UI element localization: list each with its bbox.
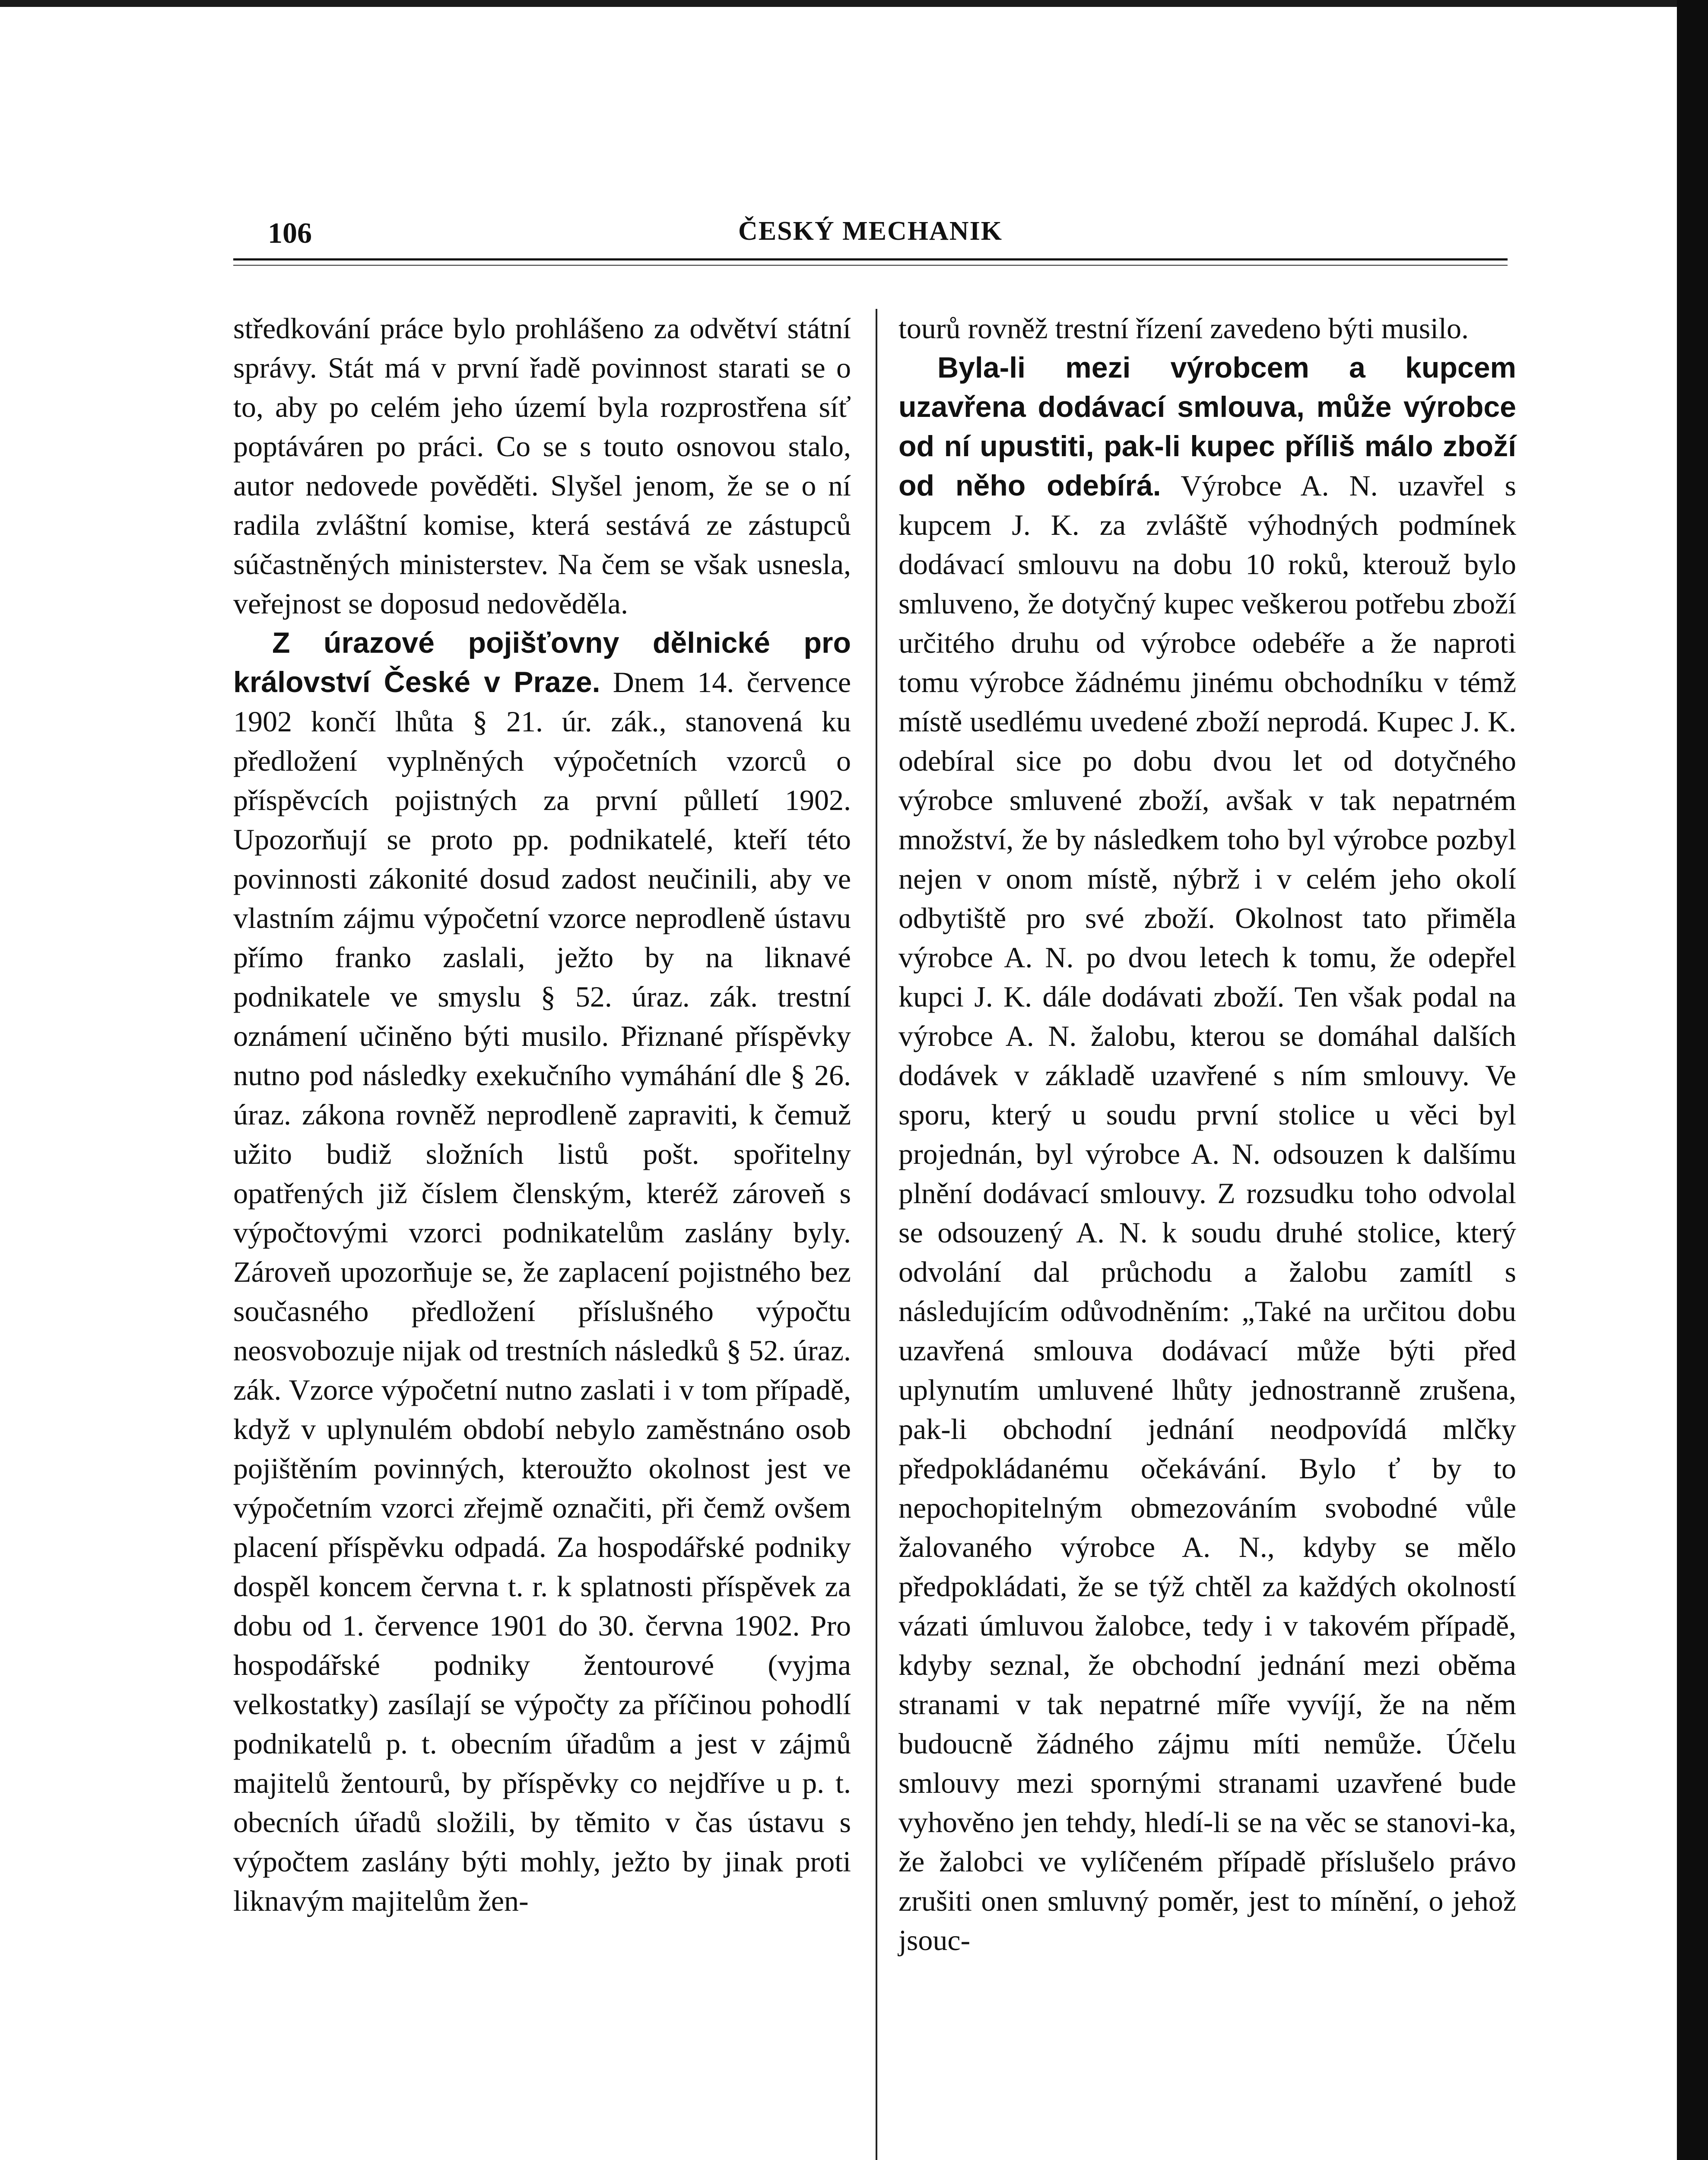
column-divider — [876, 309, 877, 2160]
left-paragraph-2 — [233, 623, 851, 1921]
header-rule — [233, 258, 1508, 260]
scan-right-border — [1677, 0, 1708, 2160]
right-paragraph-1: tourů rovněž trestní řízení zavedeno býti musilo. — [898, 312, 1469, 345]
left-column — [233, 309, 851, 1921]
left-paragraph-1: středkování práce bylo prohlášeno za odvětví státní správy. Stát má v první řadě povinnost starati se o to, aby po celém jeho území byla rozprostřena síť poptáváren po práci. Co se s touto osnovou stalo, autor nedovede pověděti. Slyšel jenom, že se o ní radila zvláštní komise, která sestává ze zástupců súčastněných ministerstev. Na čem se však usnesla, veřejnost se doposud nedověděla. — [233, 312, 851, 620]
right-column — [898, 309, 1516, 1960]
right-paragraph-2-body: Výrobce A. N. uzavřel s kupcem J. K. za zvláště výhodných podmínek dodávací smlouvu na dobu 10 roků, kterouž bylo smluveno, že dotyčný kupec veškerou potřebu zboží určitého druhu od výrobce odebéře a že naproti tomu výrobce žádnému jinému obchodníku v témž místě usedlému uvedené zboží neprodá. Kupec J. K. odebíral sice po dobu dvou let od dotyčného výrobce smluvené zboží, avšak v tak nepatrném množství, že by následkem toho byl výrobce pozbyl nejen v onom místě, nýbrž i v celém jeho okolí odbytiště pro své zboží. Okolnost tato přiměla výrobce A. N. po dvou letech k tomu, že odepřel kupci J. K. dále dodávati zboží. Ten však podal na výrobce A. N. žalobu, kterou se domáhal dalších dodávek v základě uzavřené s ním smlouvy. Ve sporu, který u soudu první stolice u věci byl projednán, byl výrobce A. N. odsouzen k dalšímu plnění dodávací smlouvy. Z rozsudku toho odvolal se odsouzený A. N. k soudu druhé stolice, který odvolání dal průchodu a žalobu zamítl s následujícím odůvodněním: „Také na určitou dobu uzavřená smlouva dodávací může býti před uplynutím umluvené lhůty jednostranně zrušena, pak-li obchodní jednání neodpovídá mlčky předpokládanému očekávání. Bylo ť by to nepochopitelným obmezováním svobodné vůle žalovaného výrobce A. N., kdyby se mělo předpokládati, že se týž chtěl za každých okolností vázati úmluvou žalobce, tedy i v takovém případě, kdyby seznal, že obchodní jednání mezi oběma stranami v tak nepatrné míře vyvíjí, že na něm budoucně žádného zájmu míti nemůže. Účelu smlouvy mezi spornými stranami uzavřené bude vyhověno jen tehdy, hledí-li se na věc se stanovi-ka, že žalobci ve vylíčeném případě příslušelo právo zrušiti onen smluvný poměr, jest to mínění, o jehož jsouc- — [898, 469, 1516, 1957]
page-header — [233, 207, 1508, 255]
right-paragraph-2 — [898, 348, 1516, 1960]
running-title: ČESKÝ MECHANIK — [738, 216, 1003, 246]
page-number: 106 — [268, 216, 312, 249]
left-paragraph-2-body: Dnem 14. července 1902 končí lhůta § 21. úr. zák., stanovená ku předložení vyplněných výpočetních vzorců o příspěvcích pojistných za první půlletí 1902. Upozorňují se proto pp. podnikatelé, kteří této povinnosti zákonité dosud zadost neučinili, aby ve vlastním zájmu výpočetní vzorce neprodleně ústavu přímo franko zaslali, ježto by na liknavé podnikatele ve smyslu § 52. úraz. zák. trestní oznámení učiněno býti musilo. Přiznané příspěvky nutno pod následky exekučního vymáhání dle § 26. úraz. zákona rovněž neprodleně zapraviti, k čemuž užito budiž složních listů pošt. spořitelny opatřených již číslem členským, kteréž zároveň s výpočtovými vzorci podnikatelům zaslány byly. Zároveň upozorňuje se, že zaplacení pojistného bez současného předložení příslušného výpočtu neosvobozuje nijak od trestních následků § 52. úraz. zák. Vzorce výpočetní nutno zaslati i v tom případě, když v uplynulém období nebylo zaměstnáno osob pojištěním povinných, kteroužto okolnost jest ve výpočetním vzorci zřejmě označiti, při čemž ovšem placení příspěvku odpadá. Za hospodářské podniky dospěl koncem června t. r. k splatnosti příspěvek za dobu od 1. července 1901 do 30. června 1902. Pro hospodářské podniky žentourové (vyjma velkostatky) zasílají se výpočty za příčinou pohodlí podnikatelů p. t. obecním úřadům a jest v zájmů majitelů žentourů, by příspěvky co nejdříve u p. t. obecních úřadů složili, by těmito v čas ústavu s výpočtem zaslány býti mohly, ježto by jinak proti liknavým majitelům žen- — [233, 666, 851, 1917]
header-rule-thin — [233, 265, 1508, 266]
left-paragraph-2-heading: Z úrazové pojišťovny dělnické pro království České v Praze. — [233, 626, 851, 699]
right-paragraph-2-heading: Byla-li mezi výrobcem a kupcem uzavřena dodávací smlouva, může výrobce od ní upustiti, pak-li kupec příliš málo zboží od něho odebírá. — [898, 351, 1516, 502]
page — [233, 207, 1516, 2160]
scan-top-border — [0, 0, 1708, 7]
text-columns — [233, 309, 1516, 2160]
